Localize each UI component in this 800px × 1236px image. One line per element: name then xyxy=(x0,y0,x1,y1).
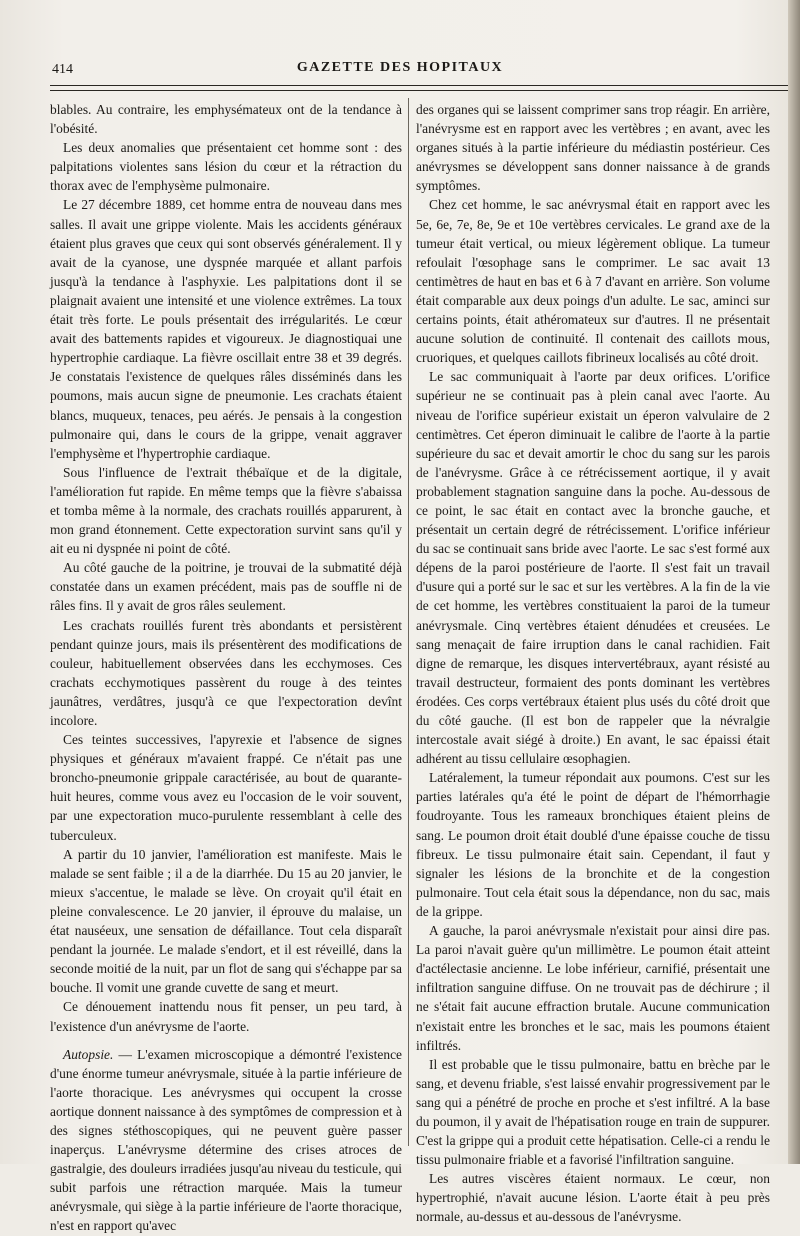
running-title: GAZETTE DES HOPITAUX xyxy=(296,60,504,75)
paragraph: Chez cet homme, le sac anévrysmal était en rapport avec les 5e, 6e, 7e, 8e, 9e et 10e vertèbres cervicales. Le grand axe de la tumeur était vertical, ou mieux légèrement oblique. La tumeur refoulait l'œsophage sans le comprimer. Le sac avait 13 centimètres de haut en bas et 6 à 7 d'avant en arrière. Son volume était comparable aux deux poings d'un adulte. Le sac, aminci sur certains points, était athéromateux sur d'autres. Il ne présentait aucune solution de continuité. Il contenait des caillots mous, cruoriques, et quelques caillots fibrineux localisés au côté droit. xyxy=(416,197,770,366)
paragraph: Le 27 décembre 1889, cet homme entra de nouveau dans mes salles. Il avait une grippe violente. Mais les accidents généraux étaient plus graves que ceux qui sont observés généralement. Il y avait de la cyanose, une dyspnée marquée et allant parfois jusqu'à la tendance à l'asphyxie. Les palpitations dont il se plaignait avaient une intensité et une violence extrêmes. La toux était très forte. Le pouls présentait des irrégularités. Le cœur avait des battements rapides et vigoureux. Je diagnostiquai une hypertrophie cardiaque. La fièvre oscillait entre 38 et 39 degrés. Je constatais l'existence de quelques râles disséminés dans les poumons, mais aucun signe de pneumonie. Les crachats étaient blancs, muqueux, tenaces, peu aérés. Je pensais à la congestion pulmonaire qui, dans le cours de la grippe, venait aggraver l'emphysème et l'hypertrophie cardiaque. xyxy=(50,197,402,461)
paragraph: Il est probable que le tissu pulmonaire, battu en brèche par le sang, et devenu friable, s'est laissé envahir progressivement par le sang qui a pénétré de proche en proche et s'est infiltré. A la base du poumon, il y avait de l'hépatisation rouge en train de suppurer. C'est la grippe qui a produit cette hépatisation. Celle-ci a rendu le tissu pulmonaire friable et a favorisé l'infiltration sanguine. xyxy=(416,1056,770,1168)
left-column xyxy=(50,100,402,1234)
page-number: 414 xyxy=(52,62,73,77)
page-edge xyxy=(788,0,800,1164)
paragraph: A gauche, la paroi anévrysmale n'existait pour ainsi dire pas. La paroi n'avait guère qu'un millimètre. Le poumon était atteint d'actélectasie ancienne. Le lobe inférieur, carnifié, présentait une infiltration sanguine diffuse. On ne trouvait pas de déchirure ; il ne s'était fait aucune effraction brutale. Aucune communication n'existait entre les bronches et le sac, mais les poumons étaient infiltrés. xyxy=(416,923,770,1053)
header-rule-top xyxy=(50,85,790,86)
paragraph: des organes qui se laissent comprimer sans trop réagir. En arrière, l'anévrysme est en rapport avec les vertèbres ; en avant, avec les organes situés à la partie inférieure du médiastin postérieur. Ces anévrysmes se développent sans donner naissance à de grands symptômes. xyxy=(416,102,770,194)
column-divider xyxy=(408,98,409,1146)
paragraph: Latéralement, la tumeur répondait aux poumons. C'est sur les parties latérales qu'a été le point de départ de l'hémorrhagie foudroyante. Tous les rameaux bronchiques étaient pleins de sang. Le poumon droit était doublé d'une épaisse couche de tissu fibreux. Le tissu pulmonaire était sain. Cependant, il faut y signaler les lésions de la bronchite et de la congestion pulmonaire. Tout cela était sous la dépendance, non du sac, mais de la grippe. xyxy=(416,770,770,919)
autopsy-label: Autopsie. xyxy=(63,1046,114,1062)
paragraph: Le sac communiquait à l'aorte par deux orifices. L'orifice supérieur ne se continuait pas à plein canal avec l'aorte. Au niveau de l'orifice supérieur existait un éperon valvulaire de 2 centimètres. Cet éperon diminuait le calibre de l'aorte à la partie supérieure du sac et devait amortir le choc du sang sur les parois de l'anévrysme. Grâce à ce rétrécissement aortique, il y avait probablement stagnation sanguine dans la poche. Au-dessous de ce point, le sac était en contact avec la bronche gauche, et présentait un certain degré de rétrécissement. L'orifice inférieur du sac se continuait sans bride avec l'aorte. Le sac s'est formé aux dépens de la paroi postérieure de l'aorte. Il s'est fait un travail d'usure qui a porté sur le sac et sur les vertèbres. A la fin de la vie de cet homme, les vertèbres constituaient la paroi de la tumeur anévrysmale. Cinq vertèbres étaient dénudées et creusées. Le sang menaçait de faire irruption dans le canal rachidien. Fait digne de remarque, les disques intervertébraux, ayant résisté au travail destructeur, formaient des ponts dominant les vertèbres érodées. Ces corps vertébraux étaient plus usés du côté droit que du côté gauche. (Il est bon de rappeler que la névralgie intercostale avait siégé à droite.) En avant, le sac épaissi était adhérent au tissu cellulaire œsophagien. xyxy=(416,369,770,767)
paragraph: blables. Au contraire, les emphysémateux ont de la tendance à l'obésité. xyxy=(50,102,402,137)
paragraph: Les crachats rouillés furent très abondants et persistèrent pendant quinze jours, mais ils présentèrent des modifications de couleur, habituellement observées dans les ecchymoses. Ces crachats ecchymotiques passèrent du rouge à des teintes jaunâtres, verdâtres, jusqu'à ce que l'expectoration devînt incolore. xyxy=(50,617,402,728)
paragraph: Les deux anomalies que présentaient cet homme sont : des palpitations violentes sans lésion du cœur et la rétraction du thorax avec de l'emphysème pulmonaire. xyxy=(50,140,402,194)
paragraph: Sous l'influence de l'extrait thébaïque et de la digitale, l'amélioration fut rapide. En même temps que la fièvre s'abaissa et tomba même à la normale, des crachats rouillés apparurent, à mon grand étonnement. Cette expectoration survint sans qu'il y ait eu ni dyspnée ni point de côté. xyxy=(50,464,402,557)
header-rule-bottom xyxy=(50,90,790,91)
autopsy-paragraph xyxy=(50,1045,402,1236)
paragraph: Les autres viscères étaient normaux. Le cœur, non hypertrophié, n'avait aucune lésion. L'aorte était à peu près normale, au-dessus et au-dessous de l'anévrysme. xyxy=(416,1171,770,1225)
paragraph: A partir du 10 janvier, l'amélioration est manifeste. Mais le malade se sent faible ; il a de la diarrhée. Du 15 au 20 janvier, le mieux s'accentue, le malade se lève. On croyait qu'il était en pleine convalescence. Le 20 janvier, il éprouve du malaise, un état nauséeux, une sensation de défaillance. Tout cela disparaît pendant la journée. Le malade s'endort, et il est réveillé, dans la seconde moitié de la nuit, par un flot de sang qui s'échappe par sa bouche. Il vomit une grande cuvette de sang et meurt. xyxy=(50,846,402,996)
paragraph: Ces teintes successives, l'apyrexie et l'absence de signes physiques et généraux m'avaient frappé. Ce n'était pas une broncho-pneumonie grippale caractérisée, au bout de quarante-huit heures, comme vous avez eu l'occasion de le voir souvent, par une expectoration muco-purulente ressemblant à celle des tuberculeux. xyxy=(50,732,402,843)
paragraph: Au côté gauche de la poitrine, je trouvai de la submatité déjà constatée dans un examen précédent, mais pas de souffle ni de râles fins. Il y avait de gros râles seulement. xyxy=(50,560,402,614)
paragraph: Ce dénouement inattendu nous fit penser, un peu tard, à l'existence d'un anévrysme de l'aorte. xyxy=(50,999,402,1034)
autopsy-text: — L'examen microscopique a démontré l'existence d'une énorme tumeur anévrysmale, située à la partie inférieure de l'aorte thoracique. Les anévrysmes qui occupent la crosse aortique donnent naissance à des symptômes de compression et à des signes stéthoscopiques, qui ne peuvent guère passer inaperçus. L'anévrysme détermine des crises atroces de gastralgie, des douleurs irradiées jusqu'au niveau du testicule, qui subit parfois une rétraction marquée. Mais la tumeur anévrysmale, qui siège à la partie inférieure de l'aorte thoracique, n'est en rapport qu'avec xyxy=(50,1046,402,1234)
right-column xyxy=(416,100,770,1225)
